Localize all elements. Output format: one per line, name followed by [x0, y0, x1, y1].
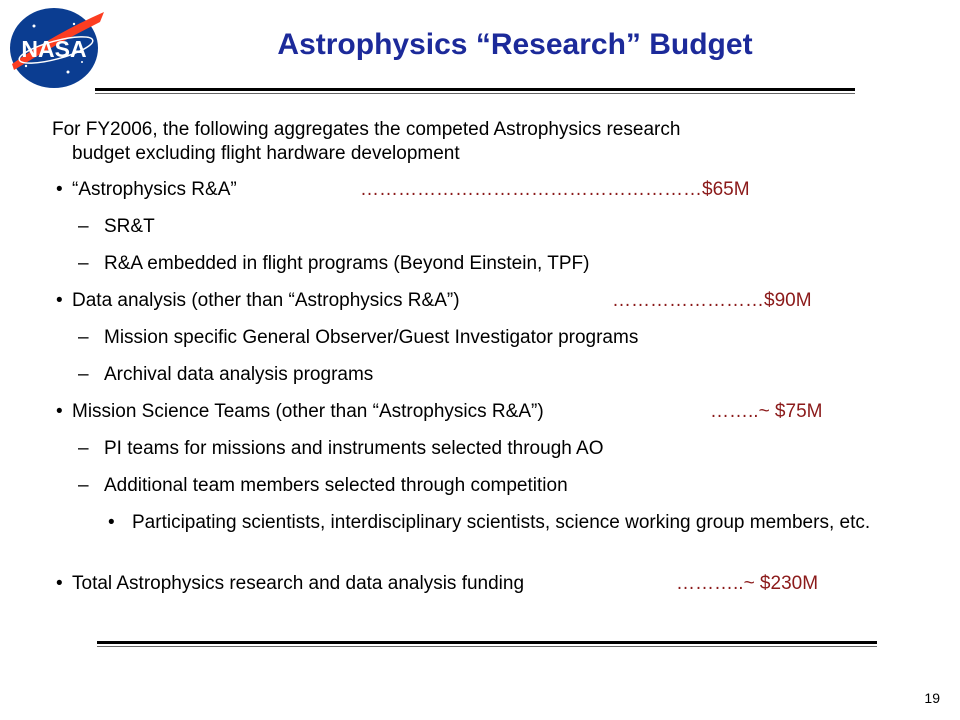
- sub-item-label: R&A embedded in flight programs (Beyond Einstein, TPF): [104, 253, 590, 274]
- intro-paragraph: [52, 118, 912, 166]
- bullet-icon: •: [56, 179, 63, 200]
- sub-item-label: Additional team members selected through competition: [104, 475, 568, 496]
- leader-dots: ………………………………………………: [360, 179, 702, 200]
- intro-line-2: budget excluding flight hardware development: [72, 143, 460, 164]
- list-item-science-teams: [52, 400, 912, 424]
- item-label: “Astrophysics R&A”: [72, 179, 237, 200]
- sub-item-label: PI teams for missions and instruments selected through AO: [104, 438, 604, 459]
- slide-body: [52, 118, 912, 609]
- page-number: 19: [924, 690, 940, 706]
- intro-line-1: For FY2006, the following aggregates the competed Astrophysics research: [52, 119, 681, 140]
- item-label: Data analysis (other than “Astrophysics R&A”): [72, 290, 460, 311]
- dash-icon: –: [78, 364, 89, 385]
- page-title: Astrophysics “Research” Budget: [277, 28, 753, 61]
- logo-text: NASA: [21, 36, 87, 62]
- bullet-icon: •: [56, 401, 63, 422]
- dash-icon: –: [78, 327, 89, 348]
- list-item-total: [52, 572, 912, 596]
- item-amount: [360, 178, 750, 202]
- dash-icon: –: [78, 253, 89, 274]
- list-item-data-analysis: [52, 289, 912, 313]
- nasa-logo: [4, 4, 108, 92]
- footer-rule: [97, 641, 877, 644]
- sub-item-label: Mission specific General Observer/Guest Investigator programs: [104, 327, 639, 348]
- sub-item-label: Archival data analysis programs: [104, 364, 374, 385]
- sub-item: [52, 326, 912, 350]
- sub-item-label: SR&T: [104, 216, 155, 237]
- amount-value: ~ $75M: [758, 401, 823, 422]
- dash-icon: –: [78, 475, 89, 496]
- amount-value: $90M: [764, 290, 812, 311]
- leader-dots: ……………………: [612, 290, 764, 311]
- sub-item: [52, 474, 912, 498]
- title-rule: [95, 88, 855, 91]
- sub-item: [52, 437, 912, 461]
- dash-icon: –: [78, 216, 89, 237]
- item-amount: [676, 572, 818, 596]
- item-label: Total Astrophysics research and data analysis funding: [72, 573, 525, 594]
- list-item-ra: [52, 178, 912, 202]
- sub-item: [52, 215, 912, 239]
- amount-value: $65M: [702, 179, 750, 200]
- amount-value: ~ $230M: [743, 573, 819, 594]
- item-amount: [612, 289, 812, 313]
- item-label: Mission Science Teams (other than “Astrophysics R&A”): [72, 401, 544, 422]
- sub-item: [52, 363, 912, 387]
- sub-item: [52, 252, 912, 276]
- item-amount: [710, 400, 822, 424]
- sub-sub-item-label: Participating scientists, interdisciplinary scientists, science working group members, etc.: [132, 512, 871, 533]
- bullet-icon: •: [56, 573, 63, 594]
- title-rule-thin: [95, 93, 855, 94]
- leader-dots: ……..: [710, 401, 759, 422]
- dash-icon: –: [78, 438, 89, 459]
- footer-rule-thin: [97, 646, 877, 647]
- leader-dots: ………..: [676, 573, 744, 594]
- bullet-icon: •: [108, 512, 115, 533]
- bullet-icon: •: [56, 290, 63, 311]
- sub-sub-item: [52, 511, 912, 559]
